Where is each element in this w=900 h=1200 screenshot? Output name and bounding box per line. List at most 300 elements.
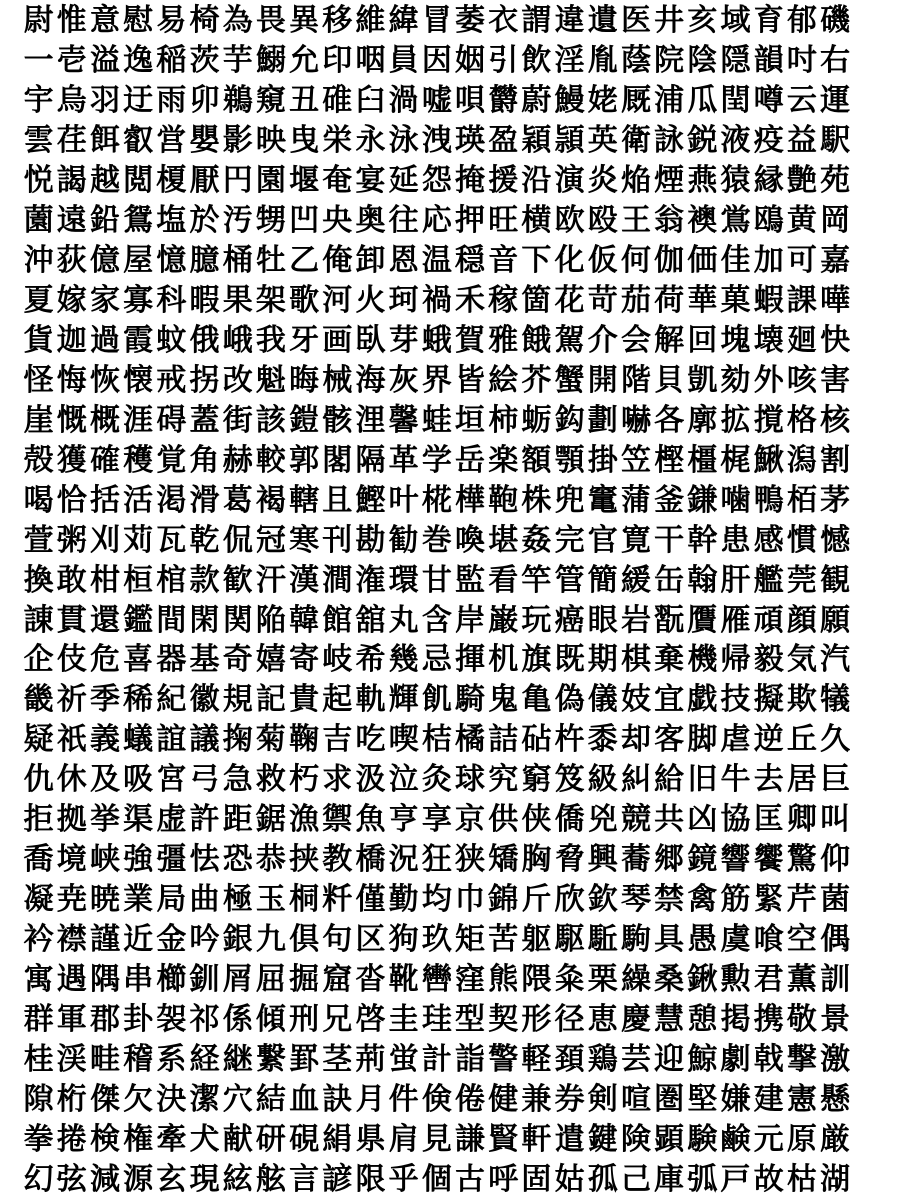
- kanji-character: 頚: [554, 1042, 585, 1078]
- kanji-character: 貝: [654, 362, 685, 398]
- kanji-character: 概: [89, 402, 120, 438]
- kanji-character: 緩: [620, 562, 651, 598]
- kanji-character: 園: [255, 162, 286, 198]
- kanji-character: 旺: [488, 202, 519, 238]
- kanji-character: 桶: [222, 242, 253, 278]
- kanji-character: 揮: [455, 642, 486, 678]
- kanji-character: 諺: [322, 1162, 353, 1198]
- kanji-character: 脚: [687, 722, 718, 758]
- kanji-character: 頑: [753, 602, 784, 638]
- kanji-character: 曲: [189, 882, 220, 918]
- kanji-character: 蝦: [753, 282, 784, 318]
- kanji-character: 玖: [421, 922, 452, 958]
- kanji-character: 郁: [786, 2, 817, 38]
- kanji-character: 掩: [455, 162, 486, 198]
- kanji-character: 岐: [322, 642, 353, 678]
- kanji-character: 徽: [189, 682, 220, 718]
- kanji-character: 煙: [654, 162, 685, 198]
- kanji-character: 休: [56, 762, 87, 798]
- kanji-character: 改: [222, 362, 253, 398]
- kanji-row: [0, 521, 900, 561]
- kanji-character: 窮: [521, 762, 552, 798]
- kanji-character: 玉: [255, 882, 286, 918]
- kanji-character: 械: [322, 362, 353, 398]
- kanji-character: 巌: [488, 602, 519, 638]
- kanji-character: 骸: [322, 402, 353, 438]
- kanji-character: 屑: [222, 962, 253, 998]
- kanji-character: 階: [620, 362, 651, 398]
- kanji-character: 糾: [620, 762, 651, 798]
- kanji-character: 於: [189, 202, 220, 238]
- kanji-character: 角: [189, 442, 220, 478]
- kanji-character: 群: [23, 1002, 54, 1038]
- kanji-character: 飲: [521, 42, 552, 78]
- kanji-character: 迂: [123, 82, 154, 118]
- kanji-character: 井: [654, 2, 685, 38]
- kanji-row: [0, 561, 900, 601]
- kanji-character: 匡: [753, 802, 784, 838]
- kanji-character: 兇: [587, 802, 618, 838]
- kanji-character: 駕: [554, 322, 585, 358]
- kanji-character: 尭: [56, 882, 87, 918]
- kanji-character: 遺: [587, 2, 618, 38]
- kanji-character: 検: [89, 1122, 120, 1158]
- kanji-row: [0, 481, 900, 521]
- kanji-character: 汚: [222, 202, 253, 238]
- kanji-character: 謹: [89, 922, 120, 958]
- kanji-character: 係: [222, 1002, 253, 1038]
- kanji-character: 渠: [123, 802, 154, 838]
- kanji-character: 願: [820, 602, 851, 638]
- kanji-character: 挙: [89, 802, 120, 838]
- kanji-character: 絃: [222, 1162, 253, 1198]
- kanji-character: 契: [488, 1002, 519, 1038]
- kanji-character: 峡: [89, 842, 120, 878]
- kanji-character: 畿: [23, 682, 54, 718]
- kanji-character: 熊: [488, 962, 519, 998]
- kanji-character: 音: [488, 242, 519, 278]
- kanji-character: 億: [89, 242, 120, 278]
- kanji-character: 萱: [23, 522, 54, 558]
- kanji-character: 郡: [89, 1002, 120, 1038]
- kanji-character: 害: [820, 362, 851, 398]
- kanji-character: 恩: [388, 242, 419, 278]
- kanji-character: 筋: [720, 882, 751, 918]
- kanji-character: 員: [388, 42, 419, 78]
- kanji-character: 凱: [687, 362, 718, 398]
- kanji-row: [0, 760, 900, 800]
- kanji-character: 刊: [322, 522, 353, 558]
- kanji-character: 迎: [654, 1042, 685, 1078]
- kanji-character: 叫: [820, 802, 851, 838]
- kanji-character: 花: [554, 282, 585, 318]
- kanji-character: 殻: [23, 442, 54, 478]
- kanji-character: 樫: [654, 442, 685, 478]
- kanji-character: 旗: [521, 642, 552, 678]
- kanji-character: 柑: [89, 562, 120, 598]
- kanji-character: 紀: [156, 682, 187, 718]
- kanji-character: 恵: [587, 1002, 618, 1038]
- kanji-character: 嘘: [421, 82, 452, 118]
- kanji-character: 嬉: [255, 642, 286, 678]
- kanji-character: 甥: [255, 202, 286, 238]
- kanji-character: 虚: [156, 802, 187, 838]
- kanji-character: 禍: [421, 282, 452, 318]
- kanji-character: 技: [720, 682, 751, 718]
- kanji-character: 隔: [355, 442, 386, 478]
- kanji-character: 汲: [355, 762, 386, 798]
- kanji-character: 姻: [455, 42, 486, 78]
- kanji-character: 挟: [289, 842, 320, 878]
- kanji-character: 玩: [521, 602, 552, 638]
- kanji-character: 芸: [620, 1042, 651, 1078]
- kanji-character: 仰: [820, 842, 851, 878]
- kanji-character: 鈎: [554, 402, 585, 438]
- kanji-character: 応: [421, 202, 452, 238]
- kanji-character: 王: [620, 202, 651, 238]
- kanji-character: 翁: [654, 202, 685, 238]
- kanji-character: 竃: [587, 482, 618, 518]
- kanji-character: 維: [355, 2, 386, 38]
- kanji-character: 悦: [23, 162, 54, 198]
- kanji-character: 銀: [222, 922, 253, 958]
- kanji-row: [0, 401, 900, 441]
- kanji-character: 躯: [521, 922, 552, 958]
- kanji-character: 隅: [89, 962, 120, 998]
- kanji-character: 圏: [654, 1082, 685, 1118]
- kanji-character: 惟: [56, 2, 87, 38]
- kanji-character: 移: [322, 2, 353, 38]
- kanji-character: 月: [355, 1082, 386, 1118]
- kanji-character: 剣: [587, 1082, 618, 1118]
- kanji-character: 欧: [554, 202, 585, 238]
- kanji-character: 鞠: [289, 722, 320, 758]
- kanji-character: 卦: [123, 1002, 154, 1038]
- kanji-character: 育: [753, 2, 784, 38]
- kanji-row: [0, 361, 900, 401]
- kanji-character: 簡: [587, 562, 618, 598]
- kanji-character: 訓: [820, 962, 851, 998]
- kanji-character: 渇: [156, 482, 187, 518]
- kanji-row: [0, 81, 900, 121]
- kanji-character: 嘉: [820, 242, 851, 278]
- kanji-character: 絵: [488, 362, 519, 398]
- kanji-character: 泳: [388, 122, 419, 158]
- kanji-character: 倦: [455, 1082, 486, 1118]
- kanji-character: 苅: [123, 522, 154, 558]
- kanji-character: 棄: [654, 642, 685, 678]
- kanji-character: 観: [820, 562, 851, 598]
- kanji-character: 宴: [355, 162, 386, 198]
- kanji-character: 窟: [322, 962, 353, 998]
- kanji-character: 肩: [388, 1122, 419, 1158]
- kanji-character: 険: [620, 1122, 651, 1158]
- kanji-character: 砧: [521, 722, 552, 758]
- kanji-row: [0, 201, 900, 241]
- kanji-character: 衿: [23, 922, 54, 958]
- kanji-character: 夏: [23, 282, 54, 318]
- kanji-character: 激: [820, 1042, 851, 1078]
- kanji-character: 鰻: [554, 82, 585, 118]
- kanji-character: 訣: [322, 1082, 353, 1118]
- kanji-character: 撹: [753, 402, 784, 438]
- kanji-character: 活: [123, 482, 154, 518]
- kanji-character: 愚: [687, 922, 718, 958]
- kanji-character: 靴: [388, 962, 419, 998]
- kanji-character: 蕎: [620, 842, 651, 878]
- kanji-character: 吋: [786, 42, 817, 78]
- kanji-row: [0, 920, 900, 960]
- kanji-character: 求: [322, 762, 353, 798]
- kanji-character: 兼: [521, 1082, 552, 1118]
- kanji-character: 隙: [23, 1082, 54, 1118]
- kanji-character: 括: [89, 482, 120, 518]
- kanji-character: 僑: [554, 802, 585, 838]
- kanji-character: 禽: [687, 882, 718, 918]
- kanji-character: 距: [222, 802, 253, 838]
- kanji-character: 弓: [189, 762, 220, 798]
- kanji-character: 鏡: [687, 842, 718, 878]
- kanji-character: 継: [222, 1042, 253, 1078]
- kanji-character: 憩: [687, 1002, 718, 1038]
- kanji-character: 椛: [421, 482, 452, 518]
- kanji-character: 鶏: [587, 1042, 618, 1078]
- kanji-character: 殴: [587, 202, 618, 238]
- kanji-character: 敬: [786, 1002, 817, 1038]
- kanji-character: 繋: [255, 1042, 286, 1078]
- kanji-character: 影: [222, 122, 253, 158]
- kanji-character: 罫: [289, 1042, 320, 1078]
- kanji-character: 営: [156, 122, 187, 158]
- kanji-character: 系: [156, 1042, 187, 1078]
- kanji-character: 忌: [421, 642, 452, 678]
- kanji-character: 繰: [620, 962, 651, 998]
- kanji-character: 倹: [421, 1082, 452, 1118]
- kanji-character: 羽: [89, 82, 120, 118]
- kanji-character: 蛾: [421, 322, 452, 358]
- kanji-character: 郷: [654, 842, 685, 878]
- kanji-character: 萎: [455, 2, 486, 38]
- kanji-character: 袈: [156, 1002, 187, 1038]
- kanji-character: 蔚: [521, 82, 552, 118]
- kanji-character: 桂: [23, 1042, 54, 1078]
- kanji-character: 径: [554, 1002, 585, 1038]
- kanji-character: 且: [322, 482, 353, 518]
- kanji-character: 鰯: [255, 42, 286, 78]
- kanji-character: 喝: [23, 482, 54, 518]
- kanji-character: 形: [521, 1002, 552, 1038]
- kanji-character: 陰: [687, 42, 718, 78]
- kanji-character: 戒: [156, 362, 187, 398]
- kanji-character: 嬰: [189, 122, 220, 158]
- kanji-character: 憲: [786, 1082, 817, 1118]
- kanji-character: 均: [421, 882, 452, 918]
- kanji-character: 型: [455, 1002, 486, 1038]
- kanji-character: 駒: [620, 922, 651, 958]
- kanji-character: 喚: [455, 522, 486, 558]
- kanji-character: 隠: [720, 42, 751, 78]
- kanji-character: 滑: [189, 482, 220, 518]
- kanji-character: 冒: [421, 2, 452, 38]
- kanji-character: 磯: [820, 2, 851, 38]
- kanji-character: 碍: [156, 402, 187, 438]
- kanji-character: 枯: [786, 1162, 817, 1198]
- kanji-character: 憾: [820, 522, 851, 558]
- kanji-character: 穎: [521, 122, 552, 158]
- kanji-character: 運: [820, 82, 851, 118]
- kanji-character: 空: [786, 922, 817, 958]
- kanji-character: 慧: [654, 1002, 685, 1038]
- kanji-character: 鬼: [488, 682, 519, 718]
- kanji-character: 稼: [488, 282, 519, 318]
- kanji-character: 鎧: [289, 402, 320, 438]
- kanji-character: 勲: [720, 962, 751, 998]
- kanji-character: 現: [189, 1162, 220, 1198]
- kanji-character: 引: [488, 42, 519, 78]
- kanji-character: 寒: [289, 522, 320, 558]
- kanji-character: 矯: [488, 842, 519, 878]
- kanji-character: 宇: [23, 82, 54, 118]
- kanji-character: 雨: [156, 82, 187, 118]
- kanji-character: 稲: [156, 42, 187, 78]
- kanji-character: 狂: [421, 842, 452, 878]
- kanji-character: 癌: [554, 602, 585, 638]
- kanji-row: [0, 1040, 900, 1080]
- kanji-character: 噂: [753, 82, 784, 118]
- kanji-character: 欣: [554, 882, 585, 918]
- kanji-character: 炎: [587, 162, 618, 198]
- kanji-character: 莞: [786, 562, 817, 598]
- kanji-character: 蛙: [421, 402, 452, 438]
- kanji-character: 噛: [720, 482, 751, 518]
- kanji-character: 割: [820, 442, 851, 478]
- kanji-character: 浦: [654, 82, 685, 118]
- kanji-character: 胤: [587, 42, 618, 78]
- kanji-character: 央: [322, 202, 353, 238]
- kanji-character: 往: [388, 202, 419, 238]
- kanji-character: 潅: [355, 562, 386, 598]
- kanji-character: 恢: [89, 362, 120, 398]
- kanji-character: 健: [488, 1082, 519, 1118]
- kanji-character: 栗: [587, 962, 618, 998]
- kanji-character: 輝: [388, 682, 419, 718]
- kanji-character: 寛: [620, 522, 651, 558]
- kanji-character: 桔: [421, 722, 452, 758]
- kanji-character: 詰: [488, 722, 519, 758]
- kanji-character: 既: [554, 642, 585, 678]
- kanji-character: 県: [355, 1122, 386, 1158]
- kanji-character: 毅: [753, 642, 784, 678]
- kanji-character: 咽: [355, 42, 386, 78]
- kanji-character: 垣: [455, 402, 486, 438]
- kanji-character: 廻: [786, 322, 817, 358]
- kanji-character: 鴛: [123, 202, 154, 238]
- kanji-character: 映: [255, 122, 286, 158]
- kanji-character: 危: [89, 642, 120, 678]
- kanji-character: 何: [620, 242, 651, 278]
- kanji-character: 劃: [587, 402, 618, 438]
- kanji-character: 覚: [156, 442, 187, 478]
- kanji-character: 甘: [421, 562, 452, 598]
- kanji-character: 過: [89, 322, 120, 358]
- kanji-character: 喫: [388, 722, 419, 758]
- kanji-character: 英: [587, 122, 618, 158]
- kanji-character: 嫌: [720, 1082, 751, 1118]
- kanji-character: 浬: [355, 402, 386, 438]
- kanji-character: 荻: [56, 242, 87, 278]
- kanji-character: 興: [587, 842, 618, 878]
- kanji-character: 薗: [23, 202, 54, 238]
- kanji-character: 佳: [720, 242, 751, 278]
- kanji-character: 及: [89, 762, 120, 798]
- kanji-character: 外: [753, 362, 784, 398]
- kanji-character: 橘: [455, 722, 486, 758]
- kanji-character: 諌: [23, 602, 54, 638]
- kanji-character: 寡: [123, 282, 154, 318]
- kanji-character: 遣: [554, 1122, 585, 1158]
- kanji-character: 看: [488, 562, 519, 598]
- kanji-character: 鋭: [687, 122, 718, 158]
- kanji-character: 鹸: [720, 1122, 751, 1158]
- kanji-character: 宜: [654, 682, 685, 718]
- kanji-character: 嘩: [820, 282, 851, 318]
- kanji-character: 開: [587, 362, 618, 398]
- kanji-character: 鞄: [488, 482, 519, 518]
- kanji-character: 計: [421, 1042, 452, 1078]
- kanji-character: 欺: [786, 682, 817, 718]
- kanji-character: 謂: [521, 2, 552, 38]
- kanji-character: 幹: [687, 522, 718, 558]
- kanji-character: 荷: [654, 282, 685, 318]
- kanji-character: 患: [720, 522, 751, 558]
- kanji-character: 茎: [322, 1042, 353, 1078]
- kanji-character: 粥: [56, 522, 87, 558]
- kanji-character: 疫: [753, 122, 784, 158]
- kanji-character: 瓦: [156, 522, 187, 558]
- kanji-character: 気: [786, 642, 817, 678]
- kanji-character: 机: [488, 642, 519, 678]
- kanji-character: 勤: [388, 882, 419, 918]
- kanji-character: 刈: [89, 522, 120, 558]
- kanji-character: 易: [156, 2, 187, 38]
- kanji-character: 桑: [654, 962, 685, 998]
- kanji-character: 贋: [687, 602, 718, 638]
- kanji-character: 医: [620, 2, 651, 38]
- kanji-row: [0, 161, 900, 201]
- kanji-character: 株: [521, 482, 552, 518]
- kanji-character: 魁: [255, 362, 286, 398]
- kanji-character: 円: [222, 162, 253, 198]
- kanji-character: 恭: [255, 842, 286, 878]
- kanji-character: 学: [421, 442, 452, 478]
- kanji-character: 蟹: [554, 362, 585, 398]
- kanji-character: 懐: [123, 362, 154, 398]
- kanji-character: 我: [255, 322, 286, 358]
- kanji-character: 元: [753, 1122, 784, 1158]
- kanji-character: 仮: [587, 242, 618, 278]
- kanji-character: 源: [123, 1162, 154, 1198]
- kanji-character: 環: [388, 562, 419, 598]
- kanji-character: 管: [554, 562, 585, 598]
- kanji-character: 歓: [222, 562, 253, 598]
- kanji-character: 欝: [488, 82, 519, 118]
- kanji-character: 椅: [189, 2, 220, 38]
- kanji-character: 穏: [455, 242, 486, 278]
- kanji-character: 沓: [355, 962, 386, 998]
- kanji-character: 横: [521, 202, 552, 238]
- kanji-character: 塩: [156, 202, 187, 238]
- kanji-character: 芥: [521, 362, 552, 398]
